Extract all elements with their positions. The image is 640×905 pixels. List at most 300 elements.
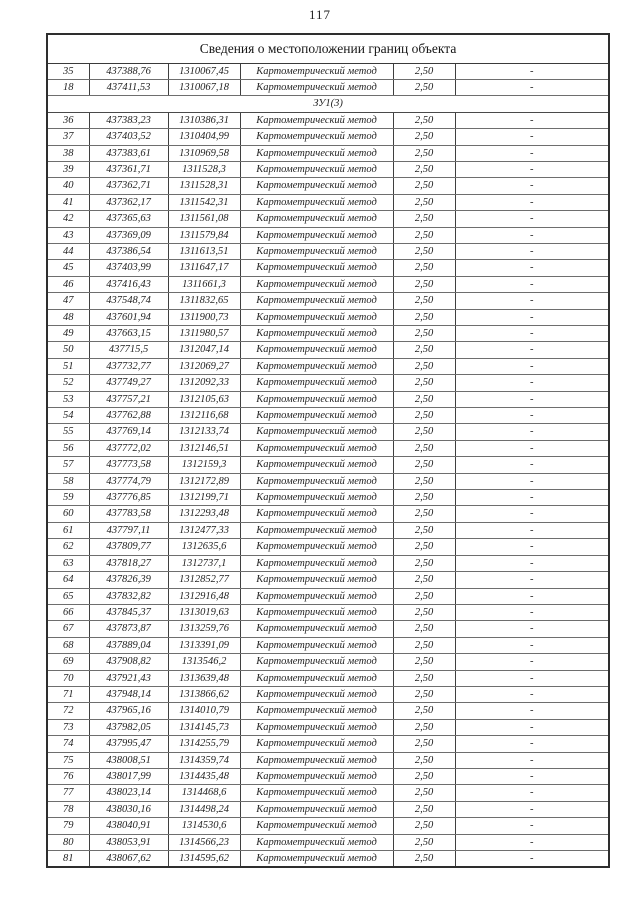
cell-precision: 2,50 — [393, 243, 455, 259]
cell-note: - — [455, 801, 609, 817]
cell-note: - — [455, 326, 609, 342]
cell-method: Картометрический метод — [240, 686, 393, 702]
cell-point-number: 56 — [47, 440, 89, 456]
cell-method: Картометрический метод — [240, 408, 393, 424]
cell-x-coordinate: 437889,04 — [89, 637, 168, 653]
cell-note: - — [455, 818, 609, 834]
cell-y-coordinate: 1310386,31 — [168, 112, 240, 128]
cell-precision: 2,50 — [393, 112, 455, 128]
cell-y-coordinate: 1310404,99 — [168, 129, 240, 145]
table-row — [47, 555, 609, 571]
cell-y-coordinate: 1313019,63 — [168, 604, 240, 620]
cell-y-coordinate: 1311661,3 — [168, 276, 240, 292]
cell-precision: 2,50 — [393, 670, 455, 686]
cell-x-coordinate: 437774,79 — [89, 473, 168, 489]
cell-y-coordinate: 1313546,2 — [168, 654, 240, 670]
cell-precision: 2,50 — [393, 227, 455, 243]
cell-note: - — [455, 457, 609, 473]
cell-precision: 2,50 — [393, 473, 455, 489]
cell-method: Картометрический метод — [240, 654, 393, 670]
cell-precision: 2,50 — [393, 736, 455, 752]
cell-point-number: 61 — [47, 522, 89, 538]
cell-note: - — [455, 736, 609, 752]
cell-point-number: 36 — [47, 112, 89, 128]
cell-point-number: 46 — [47, 276, 89, 292]
cell-note: - — [455, 555, 609, 571]
table-row — [47, 686, 609, 702]
cell-point-number: 48 — [47, 309, 89, 325]
cell-precision: 2,50 — [393, 654, 455, 670]
cell-point-number: 81 — [47, 851, 89, 868]
cell-precision: 2,50 — [393, 555, 455, 571]
cell-point-number: 39 — [47, 161, 89, 177]
cell-note: - — [455, 637, 609, 653]
cell-method: Картометрический метод — [240, 851, 393, 868]
cell-point-number: 68 — [47, 637, 89, 653]
cell-x-coordinate: 437797,11 — [89, 522, 168, 538]
cell-precision: 2,50 — [393, 63, 455, 79]
cell-x-coordinate: 438053,91 — [89, 834, 168, 850]
cell-precision: 2,50 — [393, 834, 455, 850]
table-row — [47, 621, 609, 637]
cell-point-number: 76 — [47, 768, 89, 784]
cell-precision: 2,50 — [393, 686, 455, 702]
table-row — [47, 572, 609, 588]
cell-precision: 2,50 — [393, 801, 455, 817]
cell-x-coordinate: 437365,63 — [89, 211, 168, 227]
cell-y-coordinate: 1311980,57 — [168, 326, 240, 342]
cell-method: Картометрический метод — [240, 785, 393, 801]
table-row — [47, 736, 609, 752]
cell-note: - — [455, 79, 609, 95]
table-row — [47, 227, 609, 243]
table-row — [47, 473, 609, 489]
cell-note: - — [455, 227, 609, 243]
cell-point-number: 62 — [47, 539, 89, 555]
cell-point-number: 79 — [47, 818, 89, 834]
cell-y-coordinate: 1313866,62 — [168, 686, 240, 702]
table-row — [47, 79, 609, 95]
cell-y-coordinate: 1314468,6 — [168, 785, 240, 801]
cell-precision: 2,50 — [393, 342, 455, 358]
cell-y-coordinate: 1310969,58 — [168, 145, 240, 161]
cell-x-coordinate: 437362,71 — [89, 178, 168, 194]
cell-x-coordinate: 437362,17 — [89, 194, 168, 210]
cell-precision: 2,50 — [393, 703, 455, 719]
cell-point-number: 60 — [47, 506, 89, 522]
cell-method: Картометрический метод — [240, 490, 393, 506]
cell-y-coordinate: 1314359,74 — [168, 752, 240, 768]
cell-x-coordinate: 437873,87 — [89, 621, 168, 637]
cell-y-coordinate: 1312092,33 — [168, 375, 240, 391]
cell-point-number: 41 — [47, 194, 89, 210]
cell-note: - — [455, 129, 609, 145]
table-row — [47, 243, 609, 259]
cell-y-coordinate: 1312047,14 — [168, 342, 240, 358]
cell-precision: 2,50 — [393, 260, 455, 276]
cell-note: - — [455, 654, 609, 670]
cell-point-number: 67 — [47, 621, 89, 637]
table-row — [47, 358, 609, 374]
cell-point-number: 75 — [47, 752, 89, 768]
cell-point-number: 50 — [47, 342, 89, 358]
cell-precision: 2,50 — [393, 637, 455, 653]
table-row — [47, 785, 609, 801]
cell-precision: 2,50 — [393, 539, 455, 555]
cell-note: - — [455, 522, 609, 538]
cell-point-number: 72 — [47, 703, 89, 719]
cell-x-coordinate: 438067,62 — [89, 851, 168, 868]
cell-method: Картометрический метод — [240, 736, 393, 752]
cell-note: - — [455, 63, 609, 79]
cell-note: - — [455, 342, 609, 358]
cell-method: Картометрический метод — [240, 129, 393, 145]
cell-precision: 2,50 — [393, 588, 455, 604]
table-row — [47, 276, 609, 292]
cell-precision: 2,50 — [393, 145, 455, 161]
cell-point-number: 73 — [47, 719, 89, 735]
cell-point-number: 37 — [47, 129, 89, 145]
table-row — [47, 801, 609, 817]
cell-method: Картометрический метод — [240, 260, 393, 276]
cell-note: - — [455, 112, 609, 128]
cell-precision: 2,50 — [393, 276, 455, 292]
cell-precision: 2,50 — [393, 572, 455, 588]
cell-y-coordinate: 1314566,23 — [168, 834, 240, 850]
cell-y-coordinate: 1312159,3 — [168, 457, 240, 473]
cell-y-coordinate: 1311832,65 — [168, 293, 240, 309]
cell-x-coordinate: 437548,74 — [89, 293, 168, 309]
cell-y-coordinate: 1314435,48 — [168, 768, 240, 784]
cell-method: Картометрический метод — [240, 818, 393, 834]
cell-precision: 2,50 — [393, 768, 455, 784]
cell-method: Картометрический метод — [240, 178, 393, 194]
cell-precision: 2,50 — [393, 506, 455, 522]
cell-method: Картометрический метод — [240, 506, 393, 522]
cell-note: - — [455, 490, 609, 506]
cell-method: Картометрический метод — [240, 227, 393, 243]
table-row — [47, 604, 609, 620]
cell-precision: 2,50 — [393, 851, 455, 868]
cell-note: - — [455, 621, 609, 637]
cell-method: Картометрический метод — [240, 473, 393, 489]
cell-method: Картометрический метод — [240, 243, 393, 259]
table-row — [47, 309, 609, 325]
cell-point-number: 65 — [47, 588, 89, 604]
cell-note: - — [455, 161, 609, 177]
cell-note: - — [455, 719, 609, 735]
cell-note: - — [455, 834, 609, 850]
cell-note: - — [455, 260, 609, 276]
cell-point-number: 47 — [47, 293, 89, 309]
cell-y-coordinate: 1312293,48 — [168, 506, 240, 522]
cell-x-coordinate: 437818,27 — [89, 555, 168, 571]
cell-x-coordinate: 437845,37 — [89, 604, 168, 620]
cell-y-coordinate: 1314145,73 — [168, 719, 240, 735]
cell-y-coordinate: 1312477,33 — [168, 522, 240, 538]
table-row — [47, 342, 609, 358]
cell-point-number: 78 — [47, 801, 89, 817]
cell-point-number: 77 — [47, 785, 89, 801]
cell-method: Картометрический метод — [240, 391, 393, 407]
table-title-row — [47, 34, 609, 63]
table-row — [47, 654, 609, 670]
cell-y-coordinate: 1313259,76 — [168, 621, 240, 637]
cell-method: Картометрический метод — [240, 621, 393, 637]
table-row — [47, 834, 609, 850]
cell-x-coordinate: 438017,99 — [89, 768, 168, 784]
cell-y-coordinate: 1314255,79 — [168, 736, 240, 752]
cell-point-number: 44 — [47, 243, 89, 259]
cell-note: - — [455, 243, 609, 259]
cell-x-coordinate: 438023,14 — [89, 785, 168, 801]
cell-x-coordinate: 437995,47 — [89, 736, 168, 752]
table-row — [47, 129, 609, 145]
cell-note: - — [455, 391, 609, 407]
table-row — [47, 440, 609, 456]
cell-x-coordinate: 437601,94 — [89, 309, 168, 325]
cell-x-coordinate: 437732,77 — [89, 358, 168, 374]
cell-note: - — [455, 572, 609, 588]
cell-y-coordinate: 1311900,73 — [168, 309, 240, 325]
cell-point-number: 70 — [47, 670, 89, 686]
cell-y-coordinate: 1312916,48 — [168, 588, 240, 604]
cell-precision: 2,50 — [393, 522, 455, 538]
cell-y-coordinate: 1314498,24 — [168, 801, 240, 817]
cell-precision: 2,50 — [393, 358, 455, 374]
cell-x-coordinate: 437383,61 — [89, 145, 168, 161]
table-row — [47, 112, 609, 128]
cell-x-coordinate: 437776,85 — [89, 490, 168, 506]
table-row — [47, 293, 609, 309]
cell-x-coordinate: 437965,16 — [89, 703, 168, 719]
cell-y-coordinate: 1311579,84 — [168, 227, 240, 243]
cell-note: - — [455, 506, 609, 522]
cell-x-coordinate: 438008,51 — [89, 752, 168, 768]
cell-y-coordinate: 1312105,63 — [168, 391, 240, 407]
cell-y-coordinate: 1312146,51 — [168, 440, 240, 456]
cell-method: Картометрический метод — [240, 539, 393, 555]
cell-precision: 2,50 — [393, 490, 455, 506]
cell-point-number: 43 — [47, 227, 89, 243]
cell-note: - — [455, 375, 609, 391]
cell-method: Картометрический метод — [240, 801, 393, 817]
cell-method: Картометрический метод — [240, 637, 393, 653]
cell-precision: 2,50 — [393, 293, 455, 309]
cell-x-coordinate: 437826,39 — [89, 572, 168, 588]
cell-method: Картометрический метод — [240, 63, 393, 79]
cell-method: Картометрический метод — [240, 293, 393, 309]
cell-x-coordinate: 437715,5 — [89, 342, 168, 358]
cell-note: - — [455, 194, 609, 210]
cell-method: Картометрический метод — [240, 440, 393, 456]
cell-precision: 2,50 — [393, 194, 455, 210]
cell-y-coordinate: 1312635,6 — [168, 539, 240, 555]
cell-y-coordinate: 1314010,79 — [168, 703, 240, 719]
cell-point-number: 52 — [47, 375, 89, 391]
cell-precision: 2,50 — [393, 161, 455, 177]
cell-point-number: 71 — [47, 686, 89, 702]
cell-y-coordinate: 1312737,1 — [168, 555, 240, 571]
section-row — [47, 96, 609, 112]
cell-x-coordinate: 438030,16 — [89, 801, 168, 817]
cell-x-coordinate: 437921,43 — [89, 670, 168, 686]
cell-precision: 2,50 — [393, 621, 455, 637]
cell-x-coordinate: 437908,82 — [89, 654, 168, 670]
cell-note: - — [455, 670, 609, 686]
cell-point-number: 66 — [47, 604, 89, 620]
table-row — [47, 670, 609, 686]
cell-y-coordinate: 1312199,71 — [168, 490, 240, 506]
cell-point-number: 45 — [47, 260, 89, 276]
cell-x-coordinate: 437772,02 — [89, 440, 168, 456]
cell-note: - — [455, 440, 609, 456]
cell-method: Картометрический метод — [240, 588, 393, 604]
table-row — [47, 703, 609, 719]
cell-method: Картометрический метод — [240, 194, 393, 210]
cell-method: Картометрический метод — [240, 358, 393, 374]
cell-precision: 2,50 — [393, 391, 455, 407]
cell-note: - — [455, 686, 609, 702]
table-row — [47, 490, 609, 506]
cell-point-number: 49 — [47, 326, 89, 342]
cell-point-number: 18 — [47, 79, 89, 95]
cell-note: - — [455, 276, 609, 292]
cell-precision: 2,50 — [393, 178, 455, 194]
cell-method: Картометрический метод — [240, 522, 393, 538]
cell-note: - — [455, 309, 609, 325]
cell-y-coordinate: 1312069,27 — [168, 358, 240, 374]
cell-x-coordinate: 437383,23 — [89, 112, 168, 128]
cell-method: Картометрический метод — [240, 719, 393, 735]
cell-y-coordinate: 1312172,89 — [168, 473, 240, 489]
cell-point-number: 55 — [47, 424, 89, 440]
cell-note: - — [455, 703, 609, 719]
cell-method: Картометрический метод — [240, 670, 393, 686]
cell-y-coordinate: 1311528,3 — [168, 161, 240, 177]
table-row — [47, 719, 609, 735]
cell-precision: 2,50 — [393, 752, 455, 768]
cell-method: Картометрический метод — [240, 276, 393, 292]
cell-method: Картометрический метод — [240, 375, 393, 391]
cell-point-number: 80 — [47, 834, 89, 850]
table-row — [47, 161, 609, 177]
cell-method: Картометрический метод — [240, 112, 393, 128]
cell-x-coordinate: 437832,82 — [89, 588, 168, 604]
cell-x-coordinate: 437773,58 — [89, 457, 168, 473]
table-row — [47, 326, 609, 342]
cell-point-number: 64 — [47, 572, 89, 588]
coordinates-table-body — [47, 63, 609, 867]
table-row — [47, 818, 609, 834]
cell-y-coordinate: 1310067,18 — [168, 79, 240, 95]
cell-x-coordinate: 437416,43 — [89, 276, 168, 292]
cell-precision: 2,50 — [393, 440, 455, 456]
cell-x-coordinate: 437369,09 — [89, 227, 168, 243]
table-row — [47, 211, 609, 227]
cell-y-coordinate: 1314595,62 — [168, 851, 240, 868]
cell-y-coordinate: 1314530,6 — [168, 818, 240, 834]
cell-x-coordinate: 437982,05 — [89, 719, 168, 735]
cell-note: - — [455, 851, 609, 868]
cell-method: Картометрический метод — [240, 768, 393, 784]
cell-point-number: 57 — [47, 457, 89, 473]
cell-note: - — [455, 539, 609, 555]
cell-method: Картометрический метод — [240, 424, 393, 440]
cell-point-number: 53 — [47, 391, 89, 407]
cell-y-coordinate: 1312133,74 — [168, 424, 240, 440]
cell-method: Картометрический метод — [240, 604, 393, 620]
table-row — [47, 851, 609, 868]
cell-note: - — [455, 604, 609, 620]
cell-note: - — [455, 785, 609, 801]
cell-x-coordinate: 437783,58 — [89, 506, 168, 522]
table-row — [47, 408, 609, 424]
cell-precision: 2,50 — [393, 79, 455, 95]
table-row — [47, 539, 609, 555]
cell-point-number: 74 — [47, 736, 89, 752]
cell-method: Картометрический метод — [240, 752, 393, 768]
cell-note: - — [455, 211, 609, 227]
cell-y-coordinate: 1313639,48 — [168, 670, 240, 686]
cell-point-number: 35 — [47, 63, 89, 79]
cell-note: - — [455, 473, 609, 489]
table-row — [47, 375, 609, 391]
cell-x-coordinate: 437749,27 — [89, 375, 168, 391]
cell-x-coordinate: 438040,91 — [89, 818, 168, 834]
cell-precision: 2,50 — [393, 424, 455, 440]
cell-x-coordinate: 437388,76 — [89, 63, 168, 79]
cell-method: Картометрический метод — [240, 145, 393, 161]
cell-x-coordinate: 437762,88 — [89, 408, 168, 424]
cell-method: Картометрический метод — [240, 326, 393, 342]
cell-y-coordinate: 1312116,68 — [168, 408, 240, 424]
cell-x-coordinate: 437361,71 — [89, 161, 168, 177]
cell-method: Картометрический метод — [240, 79, 393, 95]
table-row — [47, 522, 609, 538]
table-title: Сведения о местоположении границ объекта — [47, 34, 609, 63]
cell-x-coordinate: 437403,99 — [89, 260, 168, 276]
table-row — [47, 194, 609, 210]
cell-y-coordinate: 1311561,08 — [168, 211, 240, 227]
cell-y-coordinate: 1311647,17 — [168, 260, 240, 276]
table-row — [47, 391, 609, 407]
cell-note: - — [455, 178, 609, 194]
cell-note: - — [455, 752, 609, 768]
table-row — [47, 506, 609, 522]
cell-note: - — [455, 588, 609, 604]
cell-x-coordinate: 437757,21 — [89, 391, 168, 407]
cell-precision: 2,50 — [393, 326, 455, 342]
cell-point-number: 42 — [47, 211, 89, 227]
cell-x-coordinate: 437948,14 — [89, 686, 168, 702]
cell-method: Картометрический метод — [240, 555, 393, 571]
cell-y-coordinate: 1311528,31 — [168, 178, 240, 194]
cell-note: - — [455, 408, 609, 424]
cell-x-coordinate: 437663,15 — [89, 326, 168, 342]
cell-point-number: 59 — [47, 490, 89, 506]
cell-note: - — [455, 145, 609, 161]
cell-y-coordinate: 1313391,09 — [168, 637, 240, 653]
cell-y-coordinate: 1310067,45 — [168, 63, 240, 79]
cell-method: Картометрический метод — [240, 309, 393, 325]
cell-method: Картометрический метод — [240, 703, 393, 719]
table-row — [47, 588, 609, 604]
cell-point-number: 63 — [47, 555, 89, 571]
cell-point-number: 38 — [47, 145, 89, 161]
cell-precision: 2,50 — [393, 309, 455, 325]
cell-point-number: 40 — [47, 178, 89, 194]
